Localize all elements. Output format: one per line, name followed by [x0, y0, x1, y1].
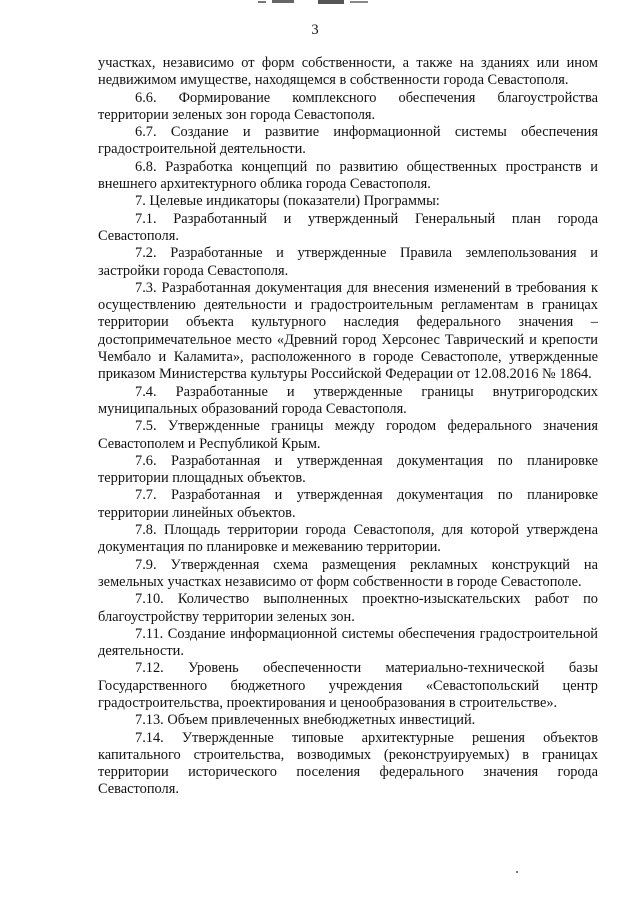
paragraph-7-2: 7.2. Разработанные и утвержденные Правила землепользования и застройки города Севастополя.: [98, 245, 598, 279]
paragraph-7: 7. Целевые индикаторы (показатели) Программы:: [135, 193, 440, 210]
scan-artifact: [258, 0, 388, 6]
paragraph-7-10: 7.10. Количество выполненных проектно-изыскательских работ по благоустройству территории зеленых зон.: [98, 591, 598, 625]
scan-speck: [516, 871, 518, 873]
document-body: [98, 55, 598, 799]
page-number: 3: [311, 22, 319, 38]
paragraph-7-1: 7.1. Разработанный и утвержденный Генеральный план города Севастополя.: [98, 210, 598, 244]
paragraph-6-6: 6.6. Формирование комплексного обеспечения благоустройства территории зеленых зон города Севастополя.: [98, 89, 598, 123]
paragraph-7-6: 7.6. Разработанная и утвержденная документация по планировке территории площадных объектов.: [98, 452, 598, 487]
paragraph-7-7: 7.7. Разработанная и утвержденная документация по планировке территории линейных объектов.: [98, 487, 598, 521]
paragraph-6-7: 6.7. Создание и развитие информационной системы обеспечения градостроительной деятельности.: [98, 124, 598, 158]
paragraph-1: участках, независимо от форм собственности, а также на зданиях или ином недвижимом имуществе, находящемся в собственности города Севастополя.: [98, 55, 598, 89]
paragraph-7-9: 7.9. Утвержденная схема размещения рекламных конструкций на земельных участках независимо от форм собственности в городе Севастополе.: [98, 556, 598, 590]
paragraph-7-11: 7.11. Создание информационной системы обеспечения градостроительной деятельности.: [98, 625, 598, 660]
paragraph-7-14: 7.14. Утвержденные типовые архитектурные решения объектов капитального строительства, возводимых (реконструируемых) в границах территории исторического поселения федерального значения города Севастополя.: [98, 729, 598, 798]
paragraph-7-12: 7.12. Уровень обеспеченности материально-технической базы Государственного бюджетного учреждения «Севастопольский центр градостроительства, проектирования и ценообразования в строительстве».: [98, 660, 598, 711]
paragraph-7-3: 7.3. Разработанная документация для внесения изменений в требования к осуществлению деятельности и градостроительным регламентам в границах территории объекта культурного наследия федерального значения – достопримечательное место «Древний город Херсонес Таврический и крепости Чембало и Каламита», расположенного в городе Севастополе, утвержденные приказом Министерства культуры Российской Федерации от 12.08.2016 № 1864.: [98, 279, 598, 383]
paragraph-7-4: 7.4. Разработанные и утвержденные границы внутригородских муниципальных образований города Севастополя.: [98, 383, 598, 417]
paragraph-7-8: 7.8. Площадь территории города Севастополя, для которой утверждена документация по планировке и межеванию территории.: [98, 522, 598, 556]
paragraph-7-5: 7.5. Утвержденные границы между городом федерального значения Севастополем и Республикой Крым.: [98, 418, 598, 452]
paragraph-7-13: 7.13. Объем привлеченных внебюджетных инвестиций.: [135, 712, 476, 729]
paragraph-6-8: 6.8. Разработка концепций по развитию общественных пространств и внешнего архитектурного облика города Севастополя.: [98, 158, 598, 193]
